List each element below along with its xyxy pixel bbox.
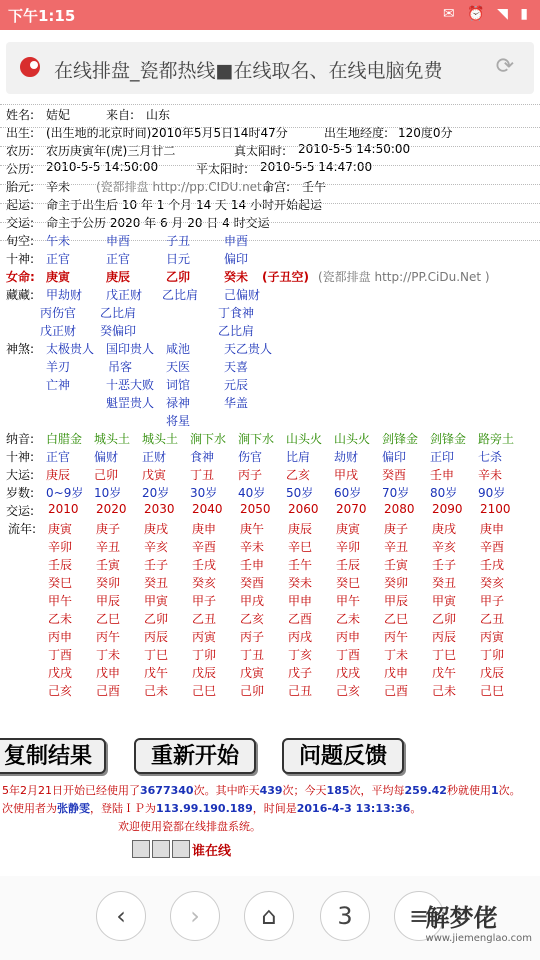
nayin-cell: 白腊金 <box>46 432 83 446</box>
liunian-cell: 戊午 <box>144 666 169 680</box>
dayun-shishen-cell: 食神 <box>190 450 215 464</box>
nayin-cell: 涧下水 <box>238 432 275 446</box>
zang-cell: 己偏财 <box>224 288 261 302</box>
liunian-cell: 癸亥 <box>192 576 217 590</box>
shensha-cell: 国印贵人 <box>106 342 155 356</box>
liunian-cell: 乙丑 <box>480 612 505 626</box>
liunian-cell: 壬子 <box>144 558 169 572</box>
shensha-cell: 十恶大败 <box>106 378 155 392</box>
liunian-cell: 庚午 <box>240 522 265 536</box>
year-cell: 2020 <box>96 502 127 516</box>
liunian-cell: 壬子 <box>432 558 457 572</box>
dayun-shishen-cell: 正印 <box>430 450 455 464</box>
zang-cell: 乙比肩 <box>218 324 255 338</box>
shishen-cell: 正官 <box>106 252 131 266</box>
shensha-cell: 天喜 <box>224 360 249 374</box>
age-cell: 70岁 <box>382 486 410 500</box>
divider <box>0 165 540 166</box>
reload-icon[interactable]: ⟳ <box>495 54 514 79</box>
shensha-cell: 将星 <box>166 414 191 428</box>
last-user: 次使用者为张静雯，登陆ＩＰ为113.99.190.189，时间是2016-4-3 13:13:36。 <box>2 802 422 815</box>
pillar-cell: 乙卯 <box>166 270 191 284</box>
year-cell: 2010 <box>48 502 79 516</box>
liunian-cell: 己酉 <box>96 684 121 698</box>
liunian-cell: 戊戌 <box>48 666 73 680</box>
shensha-cell: 天乙贵人 <box>224 342 273 356</box>
cnzz-icon[interactable] <box>152 840 170 858</box>
liunian-cell: 戊子 <box>288 666 313 680</box>
shishen-cell: 正官 <box>46 252 71 266</box>
year-cell: 2070 <box>336 502 367 516</box>
usage-stats: 5年2月21日开始已经使用了3677340次。其中昨天439次；今天185次，平均每259.42秒就使用1次。 <box>2 784 521 797</box>
dayun-shishen-cell: 七杀 <box>478 450 503 464</box>
info-field: 出生: <box>6 126 35 140</box>
liunian-cell: 丁酉 <box>336 648 361 662</box>
info-field: 2010-5-5 14:47:00 <box>260 160 373 174</box>
liunian-cell: 甲戌 <box>240 594 265 608</box>
pillar-cell: 庚寅 <box>46 270 71 284</box>
liunian-cell: 壬辰 <box>336 558 361 572</box>
row-label: 藏藏: <box>6 288 35 302</box>
age-cell: 50岁 <box>286 486 314 500</box>
liunian-cell: 戊辰 <box>480 666 505 680</box>
dayun-shishen-cell: 劫财 <box>334 450 359 464</box>
liunian-cell: 戊寅 <box>240 666 265 680</box>
liunian-cell: 戊申 <box>384 666 409 680</box>
nayin-cell: 剑锋金 <box>382 432 419 446</box>
kong-note: (子丑空) <box>262 270 309 284</box>
age-cell: 20岁 <box>142 486 170 500</box>
liunian-cell: 甲辰 <box>96 594 121 608</box>
nayin-cell: 城头土 <box>142 432 179 446</box>
shensha-cell: 亡神 <box>46 378 71 392</box>
divider <box>0 146 540 147</box>
dayun-cell: 癸酉 <box>382 468 407 482</box>
dayun-cell: 丁丑 <box>190 468 215 482</box>
row-label: 纳音: <box>6 432 35 446</box>
pillar-cell: 癸未 <box>224 270 249 284</box>
shensha-cell: 魁罡贵人 <box>106 396 155 410</box>
shensha-cell: 太极贵人 <box>46 342 95 356</box>
online-counter[interactable]: 谁在线 <box>192 843 232 859</box>
liunian-cell: 甲寅 <box>432 594 457 608</box>
liunian-cell: 乙未 <box>336 612 361 626</box>
liunian-cell: 甲子 <box>480 594 505 608</box>
row-label: 流年: <box>8 522 37 536</box>
info-field: 2010-5-5 14:50:00 <box>298 142 411 156</box>
watermark: 解梦佬 www.jiemenglao.com <box>425 904 532 944</box>
tabs-button[interactable]: 3 <box>320 891 370 941</box>
age-cell: 40岁 <box>238 486 266 500</box>
liunian-cell: 丙寅 <box>480 630 505 644</box>
zang-cell: 戊正财 <box>106 288 143 302</box>
info-field: 命主于公历 2020 年 6 月 20 日 4 时交运 <box>46 216 270 230</box>
info-field: 起运: <box>6 198 35 212</box>
liunian-cell: 乙巳 <box>96 612 121 626</box>
badge-icon[interactable] <box>132 840 150 858</box>
yin-yang-icon <box>20 57 40 77</box>
liunian-cell: 丙子 <box>240 630 265 644</box>
zang-cell: 乙比肩 <box>100 306 137 320</box>
info-field: 公历: <box>6 162 35 176</box>
nayin-cell: 路旁土 <box>478 432 515 446</box>
liunian-cell: 乙卯 <box>144 612 169 626</box>
status-icons: ✉ ⏰ ◥ ▮ <box>443 6 532 22</box>
liunian-cell: 壬辰 <box>48 558 73 572</box>
age-cell: 80岁 <box>430 486 458 500</box>
liunian-cell: 庚戌 <box>432 522 457 536</box>
nayin-cell: 山头火 <box>334 432 371 446</box>
liunian-cell: 丙辰 <box>432 630 457 644</box>
liunian-cell: 己丑 <box>288 684 313 698</box>
row-label: 女命: <box>6 270 35 284</box>
source-note: (瓷都排盘 http://PP.CiDu.Net ) <box>318 270 490 284</box>
info-field: 壬午 <box>302 180 327 194</box>
liunian-cell: 甲寅 <box>144 594 169 608</box>
liunian-cell: 辛亥 <box>144 540 169 554</box>
info-field: (出生地的北京时间)2010年5月5日14时47分 <box>46 126 288 140</box>
liunian-cell: 丙申 <box>336 630 361 644</box>
zang-cell: 甲劫财 <box>46 288 83 302</box>
dayun-cell: 己卯 <box>94 468 119 482</box>
divider <box>0 104 540 105</box>
liunian-cell: 癸未 <box>288 576 313 590</box>
dayun-cell: 壬申 <box>430 468 455 482</box>
liunian-cell: 丁巳 <box>432 648 457 662</box>
welcome-text: 欢迎使用瓷都在线排盘系统。 <box>118 820 261 833</box>
info-field: 山东 <box>146 108 171 122</box>
liunian-cell: 丁卯 <box>480 648 505 662</box>
status-time: 下午1:15 <box>8 7 76 25</box>
liunian-cell: 庚子 <box>96 522 121 536</box>
liunian-cell: 丙戌 <box>288 630 313 644</box>
liunian-cell: 乙酉 <box>288 612 313 626</box>
dayun-shishen-cell: 伤官 <box>238 450 263 464</box>
dayun-shishen-cell: 正官 <box>46 450 71 464</box>
liunian-cell: 戊戌 <box>336 666 361 680</box>
liunian-cell: 癸亥 <box>480 576 505 590</box>
dayun-cell: 乙亥 <box>286 468 311 482</box>
info-field: 命宫: <box>262 180 291 194</box>
dayun-cell: 辛未 <box>478 468 503 482</box>
liunian-cell: 己未 <box>144 684 169 698</box>
shensha-cell: 天医 <box>166 360 191 374</box>
liunian-cell: 壬申 <box>240 558 265 572</box>
row-label: 大运: <box>6 468 35 482</box>
info-field: 农历庚寅年(虎)三月廿二 <box>46 144 176 158</box>
age-cell: 0~9岁 <box>46 486 84 500</box>
liunian-cell: 丙午 <box>384 630 409 644</box>
row-label: 神煞: <box>6 342 35 356</box>
dayun-shishen-cell: 偏印 <box>382 450 407 464</box>
liunian-cell: 辛卯 <box>48 540 73 554</box>
row-label: 岁数: <box>6 486 35 500</box>
shensha-cell: 禄神 <box>166 396 191 410</box>
liunian-cell: 己巳 <box>480 684 505 698</box>
info-field: 命主于出生后 10 年 1 个月 14 天 14 小时开始起运 <box>46 198 322 212</box>
year-cell: 2030 <box>144 502 175 516</box>
year-cell: 2100 <box>480 502 511 516</box>
nayin-cell: 山头火 <box>286 432 323 446</box>
liunian-cell: 壬戌 <box>192 558 217 572</box>
liunian-cell: 庚寅 <box>48 522 73 536</box>
liunian-cell: 己亥 <box>48 684 73 698</box>
divider <box>0 222 540 223</box>
liunian-cell: 乙巳 <box>384 612 409 626</box>
liunian-cell: 辛巳 <box>288 540 313 554</box>
year-cell: 2090 <box>432 502 463 516</box>
liunian-cell: 癸酉 <box>240 576 265 590</box>
liunian-cell: 丙午 <box>96 630 121 644</box>
address-bar[interactable] <box>6 42 534 94</box>
shishen-cell: 偏印 <box>224 252 249 266</box>
xunkong-cell: 午未 <box>46 234 71 248</box>
xunkong-cell: 申酉 <box>224 234 249 248</box>
info-field: 姞妃 <box>46 108 71 122</box>
dayun-cell: 庚辰 <box>46 468 71 482</box>
dayun-cell: 戊寅 <box>142 468 167 482</box>
info-field: 平太阳时: <box>196 162 249 176</box>
info-field: (瓷都排盘 http://pp.CIDU.net ) <box>96 180 271 194</box>
liunian-cell: 乙丑 <box>192 612 217 626</box>
liunian-cell: 戊申 <box>96 666 121 680</box>
bazi-result <box>0 100 540 720</box>
year-cell: 2080 <box>384 502 415 516</box>
status-bar <box>0 0 540 30</box>
liunian-cell: 甲子 <box>192 594 217 608</box>
liunian-cell: 壬寅 <box>96 558 121 572</box>
liunian-cell: 癸巳 <box>48 576 73 590</box>
zang-cell: 丁食神 <box>218 306 255 320</box>
row-label: 交运: <box>6 504 35 518</box>
home-button[interactable]: ⌂ <box>244 891 294 941</box>
liunian-cell: 己卯 <box>240 684 265 698</box>
back-button[interactable]: ‹ <box>96 891 146 941</box>
info-field: 出生地经度: <box>324 126 389 140</box>
liunian-cell: 甲午 <box>48 594 73 608</box>
liunian-cell: 戊辰 <box>192 666 217 680</box>
feedback-button[interactable]: 问题反馈 <box>282 738 404 774</box>
zang-cell: 癸偏印 <box>100 324 137 338</box>
liunian-cell: 丁丑 <box>240 648 265 662</box>
nayin-cell: 剑锋金 <box>430 432 467 446</box>
info-field: 胎元: <box>6 180 35 194</box>
pillar-cell: 庚辰 <box>106 270 131 284</box>
liunian-cell: 辛卯 <box>336 540 361 554</box>
liunian-cell: 壬午 <box>288 558 313 572</box>
age-cell: 90岁 <box>478 486 506 500</box>
liunian-cell: 癸丑 <box>432 576 457 590</box>
liunian-cell: 己未 <box>432 684 457 698</box>
liunian-cell: 乙未 <box>48 612 73 626</box>
row-label: 十神: <box>6 252 35 266</box>
liunian-cell: 己亥 <box>336 684 361 698</box>
age-cell: 30岁 <box>190 486 218 500</box>
nayin-cell: 涧下水 <box>190 432 227 446</box>
xunkong-cell: 子丑 <box>166 234 191 248</box>
site-badges <box>132 838 233 860</box>
divider <box>0 240 540 241</box>
shensha-cell: 元辰 <box>224 378 249 392</box>
liunian-cell: 辛酉 <box>192 540 217 554</box>
liunian-cell: 庚戌 <box>144 522 169 536</box>
info-field: 真太阳时: <box>234 144 287 158</box>
shensha-cell: 咸池 <box>166 342 191 356</box>
liunian-cell: 乙亥 <box>240 612 265 626</box>
triangle-icon[interactable] <box>172 840 190 858</box>
xunkong-cell: 申酉 <box>106 234 131 248</box>
year-cell: 2060 <box>288 502 319 516</box>
liunian-cell: 庚辰 <box>288 522 313 536</box>
page-title[interactable]: 在线排盘_瓷都热线■在线取名、在线电脑免费 <box>54 60 443 82</box>
liunian-cell: 丁巳 <box>144 648 169 662</box>
info-field: 2010-5-5 14:50:00 <box>46 160 159 174</box>
liunian-cell: 癸丑 <box>144 576 169 590</box>
liunian-cell: 庚寅 <box>336 522 361 536</box>
liunian-cell: 庚子 <box>384 522 409 536</box>
liunian-cell: 己酉 <box>384 684 409 698</box>
liunian-cell: 丙申 <box>48 630 73 644</box>
liunian-cell: 丁酉 <box>48 648 73 662</box>
liunian-cell: 癸巳 <box>336 576 361 590</box>
divider <box>0 203 540 204</box>
liunian-cell: 壬寅 <box>384 558 409 572</box>
liunian-cell: 辛酉 <box>480 540 505 554</box>
liunian-cell: 癸卯 <box>96 576 121 590</box>
year-cell: 2040 <box>192 502 223 516</box>
liunian-cell: 甲申 <box>288 594 313 608</box>
dayun-cell: 甲戌 <box>334 468 359 482</box>
dayun-shishen-cell: 比肩 <box>286 450 311 464</box>
zang-cell: 丙伤官 <box>40 306 77 320</box>
copy-button[interactable]: 复制结果 <box>0 738 106 774</box>
dayun-shishen-cell: 偏财 <box>94 450 119 464</box>
zang-cell: 戊正财 <box>40 324 77 338</box>
row-label: 旬空: <box>6 234 35 248</box>
liunian-cell: 乙卯 <box>432 612 457 626</box>
shishen-cell: 日元 <box>166 252 191 266</box>
liunian-cell: 庚申 <box>480 522 505 536</box>
liunian-cell: 甲辰 <box>384 594 409 608</box>
info-field: 辛未 <box>46 180 71 194</box>
age-cell: 10岁 <box>94 486 122 500</box>
liunian-cell: 己巳 <box>192 684 217 698</box>
info-field: 农历: <box>6 144 35 158</box>
info-field: 来自: <box>106 108 135 122</box>
liunian-cell: 甲午 <box>336 594 361 608</box>
liunian-cell: 辛未 <box>240 540 265 554</box>
liunian-cell: 丁未 <box>96 648 121 662</box>
action-buttons <box>0 738 540 778</box>
liunian-cell: 丁未 <box>384 648 409 662</box>
forward-button[interactable]: › <box>170 891 220 941</box>
row-label: 十神: <box>6 450 35 464</box>
year-cell: 2050 <box>240 502 271 516</box>
shensha-cell: 吊客 <box>108 360 133 374</box>
liunian-cell: 辛丑 <box>384 540 409 554</box>
age-cell: 60岁 <box>334 486 362 500</box>
info-field: 姓名: <box>6 108 35 122</box>
liunian-cell: 辛亥 <box>432 540 457 554</box>
restart-button[interactable]: 重新开始 <box>134 738 256 774</box>
liunian-cell: 丙寅 <box>192 630 217 644</box>
liunian-cell: 壬戌 <box>480 558 505 572</box>
shensha-cell: 羊刃 <box>46 360 71 374</box>
menu-button[interactable]: ≡ <box>394 891 444 941</box>
dayun-cell: 丙子 <box>238 468 263 482</box>
liunian-cell: 癸卯 <box>384 576 409 590</box>
liunian-cell: 辛丑 <box>96 540 121 554</box>
divider <box>0 127 540 128</box>
divider <box>0 184 540 185</box>
liunian-cell: 丙辰 <box>144 630 169 644</box>
info-field: 交运: <box>6 216 35 230</box>
zang-cell: 乙比肩 <box>162 288 199 302</box>
shensha-cell: 词馆 <box>166 378 191 392</box>
liunian-cell: 丁卯 <box>192 648 217 662</box>
nayin-cell: 城头土 <box>94 432 131 446</box>
info-field: 120度0分 <box>398 126 453 140</box>
liunian-cell: 戊午 <box>432 666 457 680</box>
shensha-cell: 华盖 <box>224 396 249 410</box>
liunian-cell: 丁亥 <box>288 648 313 662</box>
dayun-shishen-cell: 正财 <box>142 450 167 464</box>
liunian-cell: 庚申 <box>192 522 217 536</box>
